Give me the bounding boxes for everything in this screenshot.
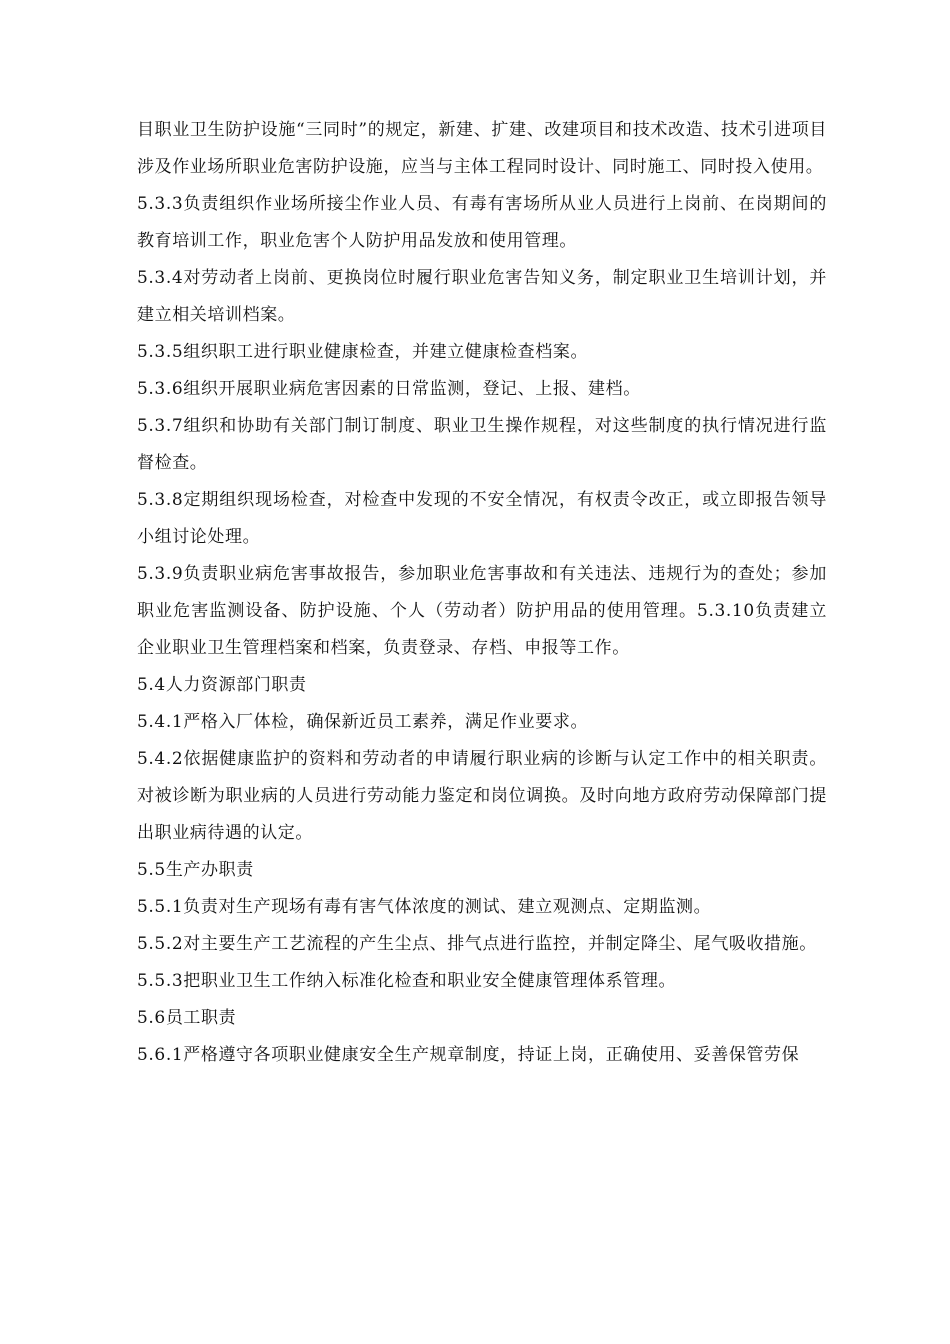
paragraph-5-3-9: 5.3.9负责职业病危害事故报告，参加职业危害事故和有关违法、违规行为的查处；参加职业危害监测设备、防护设施、个人（劳动者）防护用品的使用管理。5.3.10负责建立企业职业卫生管理档案和档案，负责登录、存档、申报等工作。 — [137, 564, 827, 658]
paragraph-5-3-4: 5.3.4对劳动者上岗前、更换岗位时履行职业危害告知义务，制定职业卫生培训计划，并建立相关培训档案。 — [137, 268, 827, 325]
paragraph-5-5-2: 5.5.2对主要生产工艺流程的产生尘点、排气点进行监控，并制定降尘、尾气吸收措施。 — [137, 934, 817, 954]
section-heading-5-4: 5.4人力资源部门职责 — [137, 675, 307, 695]
paragraph-5-3-5: 5.3.5组织职工进行职业健康检查，并建立健康检查档案。 — [137, 342, 589, 362]
paragraph-5-4-1: 5.4.1严格入厂体检，确保新近员工素养，满足作业要求。 — [137, 712, 589, 732]
paragraph-continuation: 目职业卫生防护设施“三同时”的规定，新建、扩建、改建项目和技术改造、技术引进项目涉及作业场所职业危害防护设施，应当与主体工程同时设计、同时施工、同时投入使用。 — [137, 120, 827, 177]
paragraph-5-3-7: 5.3.7组织和协助有关部门制订制度、职业卫生操作规程，对这些制度的执行情况进行监督检查。 — [137, 416, 827, 473]
paragraph-5-3-6: 5.3.6组织开展职业病危害因素的日常监测，登记、上报、建档。 — [137, 379, 641, 399]
section-heading-5-6: 5.6员工职责 — [137, 1008, 237, 1028]
document-body — [137, 112, 827, 1074]
paragraph-5-5-3: 5.5.3把职业卫生工作纳入标准化检查和职业安全健康管理体系管理。 — [137, 971, 677, 991]
paragraph-5-3-3: 5.3.3负责组织作业场所接尘作业人员、有毒有害场所从业人员进行上岗前、在岗期间的教育培训工作，职业危害个人防护用品发放和使用管理。 — [137, 194, 827, 251]
paragraph-5-6-1: 5.6.1严格遵守各项职业健康安全生产规章制度，持证上岗，正确使用、妥善保管劳保 — [137, 1045, 800, 1065]
paragraph-5-4-2: 5.4.2依据健康监护的资料和劳动者的申请履行职业病的诊断与认定工作中的相关职责。对被诊断为职业病的人员进行劳动能力鉴定和岗位调换。及时向地方政府劳动保障部门提出职业病待遇的认定。 — [137, 749, 827, 843]
paragraph-5-3-8: 5.3.8定期组织现场检查，对检查中发现的不安全情况，有权责令改正，或立即报告领导小组讨论处理。 — [137, 490, 827, 547]
paragraph-5-5-1: 5.5.1负责对生产现场有毒有害气体浓度的测试、建立观测点、定期监测。 — [137, 897, 712, 917]
section-heading-5-5: 5.5生产办职责 — [137, 860, 254, 880]
